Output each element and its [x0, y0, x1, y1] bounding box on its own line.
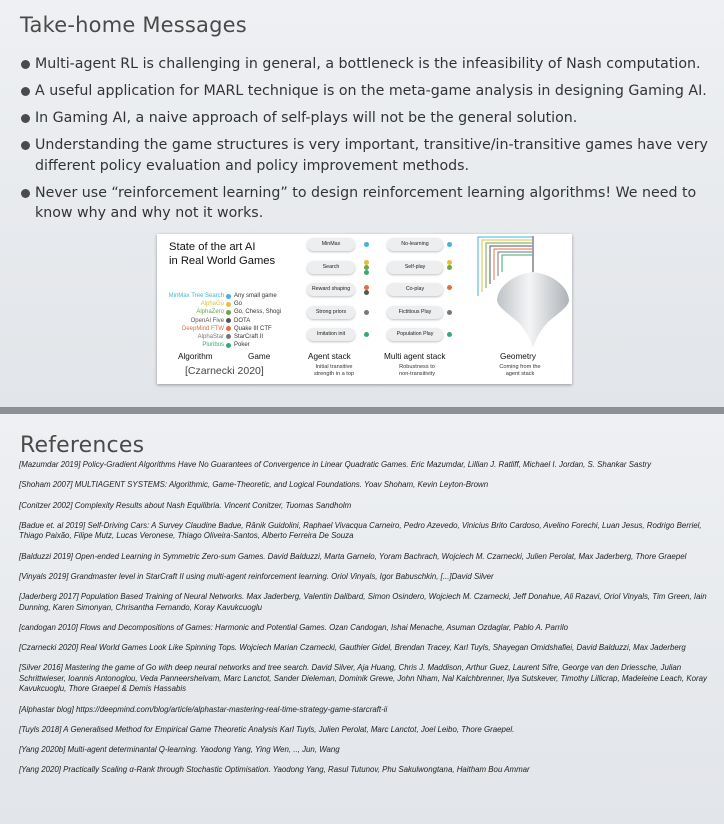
- reference-item: [Shoham 2007] MULTIAGENT SYSTEMS: Algorithmic, Game-Theoretic, and Logical Foundations. Yoav Shoham, Kevin Leyton-Brown: [19, 480, 489, 490]
- color-dot-icon: [226, 302, 231, 307]
- agent-stack-pill: Strong priors: [307, 306, 355, 319]
- top-stem: [532, 236, 534, 274]
- multi-agent-stack-pill: Population Play: [387, 328, 443, 341]
- geometry-caption: Coming from the agent stack: [499, 364, 541, 377]
- color-dot-icon: [226, 310, 231, 315]
- agent-stack-pill: MinMax: [307, 238, 355, 251]
- reference-item: [Silver 2016] Mastering the game of Go with deep neural networks and tree search. David Silver, Aja Huang, Chris J. Maddison, Arthur Guez, Laurent Sifre, George van den Driessche, Julian Schrittwieser, Ioannis Antonoglou, Veda Panneershelvam, Marc Lanctot, Sander Dieleman, Dominik Grewe, John Nham, Nal Kalchbrenner, Ilya Sutskever, Timothy Lillicrap, Madeleine Leach, Koray Kavukcuoglu, Thore Graepel & Demis Hassabis: [19, 663, 707, 694]
- geometry-label: Geometry: [500, 352, 536, 361]
- color-dot-icon: [226, 294, 231, 299]
- agent-stack-pill: Search: [307, 261, 355, 274]
- algorithm-row: AlphaZero Go, Chess, Shogi: [196, 309, 282, 316]
- multi-agent-stack-label: Multi agent stack: [384, 352, 446, 361]
- slide-take-home-messages: [0, 0, 724, 407]
- algorithm-list: [157, 292, 287, 349]
- multi-agent-stack-pill: Co-play: [387, 283, 443, 296]
- algorithm-row: DeepMind FTW Quake III CTF: [181, 325, 272, 332]
- multi-agent-stack-pill: Self-play: [387, 261, 443, 274]
- color-dot-icon: [447, 310, 452, 315]
- bullet-list: [18, 54, 708, 230]
- color-dot-icon: [226, 318, 231, 323]
- reference-item: [Czarnecki 2020] Real World Games Look Like Spinning Tops. Wojciech Marian Czarnecki, Gauthier Gidel, Brendan Tracey, Karl Tuyls, Shayegan Omidshafiei, David Balduzzi, Max Jaderberg: [19, 643, 686, 653]
- algorithm-row: OpenAI Five DOTA: [190, 317, 251, 324]
- color-dot-icon: [226, 343, 231, 348]
- color-dot-icon: [364, 270, 369, 275]
- color-dot-icon: [364, 290, 369, 295]
- slide-divider: [0, 407, 724, 414]
- reference-item: [Conitzer 2002] Complexity Results about Nash Equilibria. Vincent Conitzer, Tuomas Sandholm: [19, 500, 352, 510]
- color-dot-icon: [447, 265, 452, 270]
- algorithm-row: Pluribus Poker: [202, 342, 250, 349]
- reference-item: [Yang 2020] Practically Scaling α-Rank through Stochastic Optimisation. Yaodong Yang, Rasul Tutunov, Phu Sakulwongtana, Haitham Bou Ammar: [19, 765, 530, 775]
- algorithm-row: AlphaGo Go: [200, 301, 243, 308]
- reference-item: [Balduzzi 2019] Open-ended Learning in Symmetric Zero-sum Games. David Balduzzi, Marta Garnelo, Yoram Bachrach, Wojciech M. Czarnecki, Julien Perolat, Max Jaderberg, Thore Graepel: [19, 551, 687, 561]
- bullet-item: A useful application for MARL technique is on the meta-game analysis in designing Gaming AI.: [18, 81, 708, 102]
- multi-agent-stack-pill: No-learning: [387, 238, 443, 251]
- reference-item: [Mazumdar 2019] Policy-Gradient Algorithms Have No Guarantees of Convergence in Linear Quadratic Games. Eric Mazumdar, Lillian J. Ratliff, Michael I. Jordan, S. Shankar Sastry: [19, 460, 652, 469]
- reference-item: [candogan 2010] Flows and Decompositions of Games: Harmonic and Potential Games. Ozan Candogan, Ishai Menache, Asuman Ozdaglar, Pablo A. Parrilo: [19, 622, 568, 632]
- slide-references: [0, 414, 724, 824]
- top-body: [497, 272, 569, 348]
- spinning-top-icon: [472, 234, 572, 352]
- color-dot-icon: [364, 332, 369, 337]
- bullet-item: In Gaming AI, a naive approach of self-plays will not be the general solution.: [18, 108, 708, 129]
- algorithm-row: MinMax Tree Search Any small game: [168, 293, 277, 299]
- agent-stack-caption: Initial transitive strength in a top: [313, 364, 355, 377]
- color-dot-icon: [447, 332, 452, 337]
- multi-agent-stack-pill: Fictitious Play: [387, 306, 443, 319]
- color-dot-icon: [226, 326, 231, 331]
- algorithm-row: AlphaStar StarCraft II: [197, 333, 264, 340]
- bracket-line: [502, 255, 532, 272]
- color-dot-icon: [447, 285, 452, 290]
- figure-title: State of the art AI in Real World Games: [169, 241, 276, 267]
- color-dot-icon: [364, 242, 369, 247]
- color-dot-icon: [447, 242, 452, 247]
- bullet-dot-icon: [21, 114, 30, 123]
- algorithm-label: Algorithm: [178, 352, 213, 361]
- spinning-tops-figure: [157, 234, 572, 384]
- color-dot-icon: [226, 334, 231, 339]
- bullet-dot-icon: [21, 60, 30, 69]
- reference-item: [Tuyls 2018] A Generalised Method for Empirical Game Theoretic Analysis Karl Tuyls, Julien Perolat, Marc Lanctot, Joel Leibo, Thore Graepel.: [19, 724, 515, 734]
- agent-stack-label: Agent stack: [308, 352, 351, 361]
- bullet-item: Multi-agent RL is challenging in general, a bottleneck is the infeasibility of Nash computation.: [18, 54, 708, 75]
- bullet-item: Never use “reinforcement learning” to design reinforcement learning algorithms! We need to know why and why not it works.: [18, 183, 708, 224]
- slide-title: Take-home Messages: [20, 13, 247, 37]
- slide-title: References: [20, 433, 145, 458]
- game-label: Game: [248, 352, 271, 361]
- bullet-item: Understanding the game structures is very important, transitive/in-transitive games have very different policy evaluation and policy improvement methods.: [18, 135, 708, 176]
- bullet-dot-icon: [21, 141, 30, 150]
- multi-agent-stack-caption: Robustness to non-transitivity: [398, 364, 436, 377]
- reference-item: [Jaderberg 2017] Population Based Training of Neural Networks. Max Jaderberg, Valentin Dalibard, Simon Osindero, Wojciech M. Czarnecki, Jeff Donahue, Ali Razavi, Oriol Vinyals, Tim Green, Iain Dunning, Karen Simonyan, Chrisantha Fernando, Koray Kavukcuoglu: [19, 592, 707, 612]
- agent-stack-pill: Imitation init: [307, 328, 355, 341]
- reference-list: [19, 460, 709, 786]
- bullet-dot-icon: [21, 189, 30, 198]
- figure-citation: [Czarnecki 2020]: [185, 365, 264, 377]
- agent-stack-pill: Reward shaping: [307, 283, 355, 296]
- bracket-line: [498, 252, 532, 276]
- reference-item: [Vinyals 2019] Grandmaster level in StarCraft II using multi-agent reinforcement learning. Oriol Vinyals, Igor Babuschkin, [...]David Silver: [19, 571, 494, 581]
- bullet-dot-icon: [21, 87, 30, 96]
- reference-item: [Badue et. al 2019] Self-Driving Cars: A Survey Claudine Badue, Rânik Guidolini, Raphael Vivacqua Carneiro, Pedro Azevedo, Vinicius Brito Cardoso, Avelino Forechi, Luan Jesus, Rodrigo Berriel, Thiago Paixão, Filipe Mutz, Lucas Veronese, Thiago Oliveira-Santos, Alberto Ferreira De Souza: [19, 520, 702, 541]
- reference-item: [Yang 2020b] Multi-agent determinantal Q-learning. Yaodong Yang, Ying Wen, .., Jun, Wang: [19, 745, 340, 755]
- color-dot-icon: [364, 310, 369, 315]
- reference-link[interactable]: [Alphastar blog] https://deepmind.com/blog/article/alphastar-mastering-real-time-strategy-game-starcraft-ii: [19, 704, 388, 714]
